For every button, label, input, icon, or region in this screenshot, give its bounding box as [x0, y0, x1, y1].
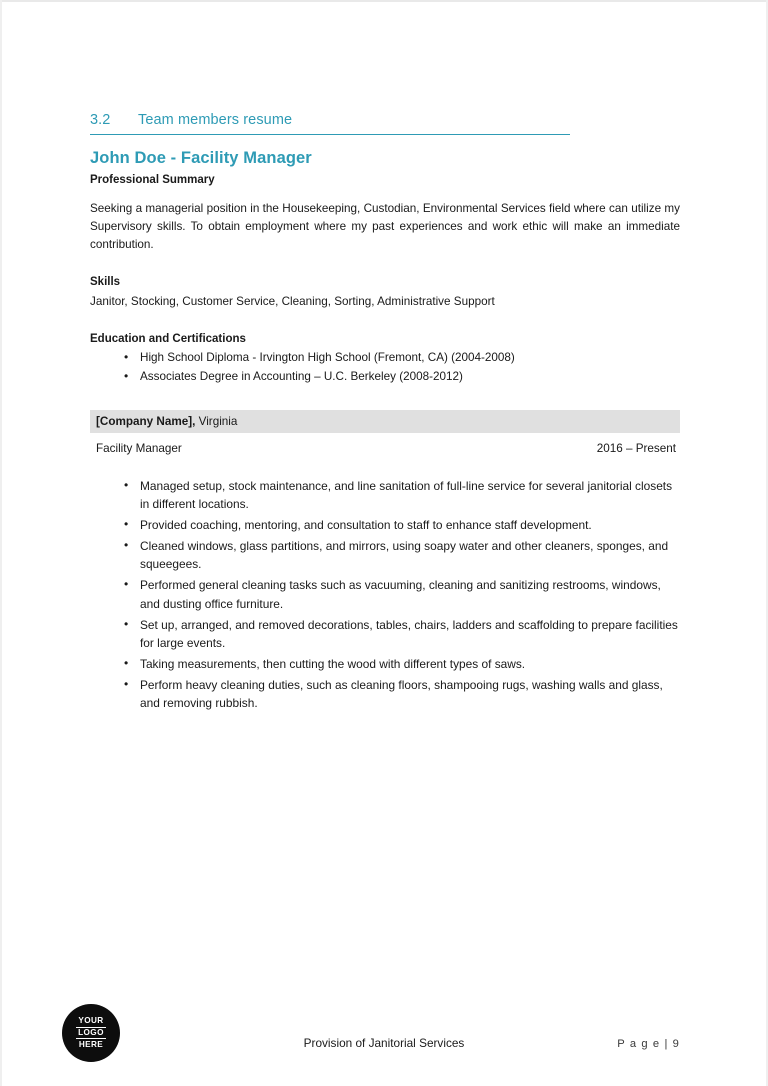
company-band [90, 410, 680, 433]
logo-line-2: LOGO [78, 1028, 104, 1038]
page-number: P a g e | 9 [617, 1038, 680, 1050]
professional-summary-heading: Professional Summary [90, 174, 215, 186]
list-item: • Associates Degree in Accounting – U.C. Berkeley (2008-2012) [140, 368, 680, 386]
page-footer [0, 1004, 768, 1064]
list-item: • Set up, arranged, and removed decorations, tables, chairs, ladders and scaffolding to prepare facilities for large events. [140, 616, 680, 652]
page-content [90, 112, 680, 715]
section-title: Team members resume [138, 112, 293, 128]
list-item: • Provided coaching, mentoring, and consultation to staff to enhance staff development. [140, 516, 680, 534]
skills-text: Janitor, Stocking, Customer Service, Cleaning, Sorting, Administrative Support [90, 295, 495, 309]
page-border-left [0, 0, 2, 1086]
list-item: • High School Diploma - Irvington High School (Fremont, CA) (2004-2008) [140, 349, 680, 367]
education-heading: Education and Certifications [90, 332, 246, 345]
company-location: Virginia [195, 415, 238, 429]
list-item: • Perform heavy cleaning duties, such as cleaning floors, shampooing rugs, washing walls and glass, and removing rubbish. [140, 676, 680, 712]
logo-line-3: HERE [78, 1039, 104, 1049]
company-logo [62, 1004, 120, 1062]
professional-summary-text: Seeking a managerial position in the Housekeeping, Custodian, Environmental Services field where can utilize my Supervisory skills. To obtain employment where my past experiences and work ethic will make an immediate contribution. [90, 202, 680, 252]
logo-line-1: YOUR [78, 1016, 104, 1026]
role-title: Facility Manager [96, 442, 182, 456]
list-item: • Managed setup, stock maintenance, and line sanitation of full-line service for several janitorial closets in different locations. [140, 477, 680, 513]
education-list [90, 349, 680, 386]
list-item: • Cleaned windows, glass partitions, and mirrors, using soapy water and other cleaners, sponges, and squeegees. [140, 537, 680, 573]
skills-heading: Skills [90, 276, 121, 289]
role-row [90, 442, 680, 455]
page-border-top [0, 0, 768, 2]
footer-title: Provision of Janitorial Services [303, 1036, 465, 1050]
role-dates: 2016 – Present [596, 442, 676, 456]
spacer [90, 254, 680, 270]
section-number: 3.2 [90, 112, 111, 128]
spacer [90, 311, 680, 327]
heading-divider [90, 134, 570, 135]
duties-list [90, 477, 680, 712]
company-name: [Company Name], [96, 415, 196, 429]
list-item: • Performed general cleaning tasks such as vacuuming, cleaning and sanitizing restrooms, windows, and dusting office furniture. [140, 576, 680, 612]
list-item: • Taking measurements, then cutting the wood with different types of saws. [140, 655, 680, 673]
person-name: John Doe - Facility Manager [90, 149, 312, 167]
section-heading [90, 112, 680, 128]
